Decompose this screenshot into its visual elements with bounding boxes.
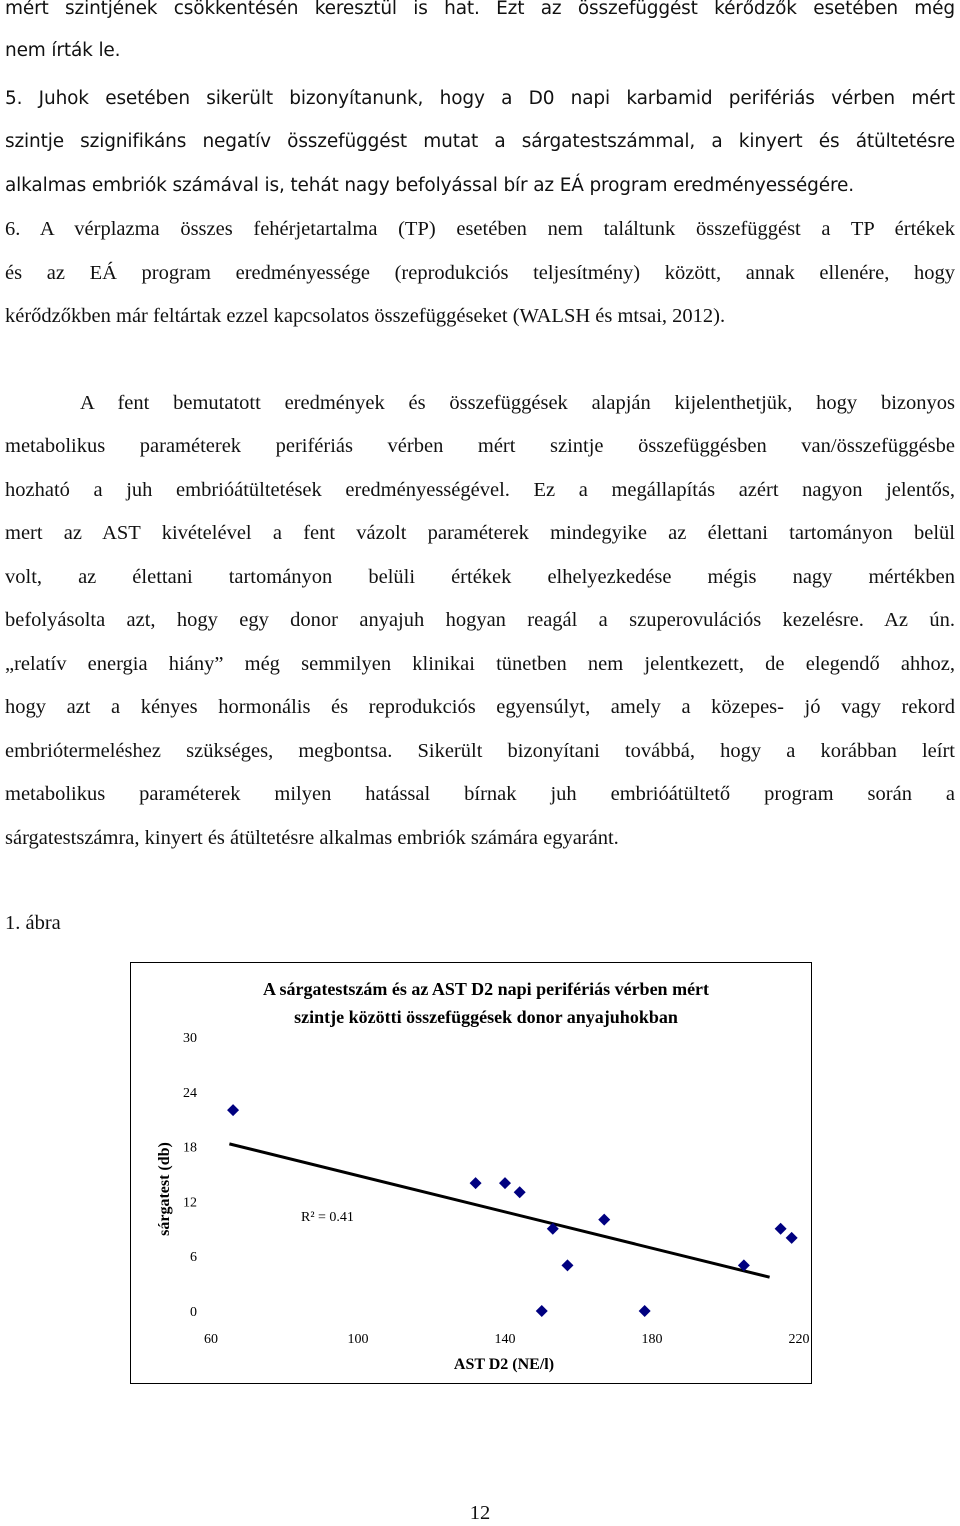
- x-tick-180: 180: [641, 1332, 663, 1347]
- figure-label: 1. ábra: [5, 912, 61, 934]
- data-point-11: [775, 1223, 787, 1235]
- data-point-1: [227, 1104, 239, 1116]
- summary-line-8: hogy azt a kényes hormonális és reprodukciós egyensúlyt, amely a közepes- jó vagy rekord: [5, 696, 955, 718]
- y-tick-12: 12: [183, 1195, 197, 1211]
- chart-title-line-2: szintje közötti összefüggések donor anyajuhokban: [294, 1007, 678, 1027]
- conclusion-5-line-1: 5. Juhok esetében sikerült bizonyítanunk, hogy a D0 napi karbamid perifériás vérben mért: [5, 88, 955, 109]
- summary-line-3: hozható a juh embrióátültetések eredményességével. Ez a megállapítás azért nagyon jelentős,: [5, 479, 955, 501]
- data-point-3: [499, 1177, 511, 1189]
- summary-line-5: volt, az élettani tartományon belüli értékek elhelyezkedése mégis nagy mértékben: [5, 566, 955, 588]
- r-squared-annotation: R² = 0.41: [301, 1210, 354, 1225]
- page-number: 12: [469, 1502, 491, 1524]
- summary-line-1: A fent bemutatott eredmények és összefüggések alapján kijelenthetjük, hogy bizonyos: [80, 392, 955, 414]
- summary-line-6: befolyásolta azt, hogy egy donor anyajuh hogyan reagál a szuperovulációs kezelésre. Az ún.: [5, 609, 955, 631]
- data-point-7: [561, 1259, 573, 1271]
- x-tick-60: 60: [204, 1332, 218, 1347]
- summary-line-4: mert az AST kivételével a fent vázolt paraméterek mindegyike az élettani tartományon belül: [5, 522, 955, 544]
- x-tick-220: 220: [788, 1332, 810, 1347]
- data-point-9: [639, 1305, 651, 1317]
- y-tick-6: 6: [190, 1250, 197, 1266]
- summary-line-11: sárgatestszámra, kinyert és átültetésre alkalmas embriók számára egyaránt.: [5, 827, 619, 849]
- y-axis-label: sárgatest (db): [156, 1142, 173, 1236]
- conclusion-5-line-3: alkalmas embriók számával is, tehát nagy befolyással bír az EÁ program eredményességére.: [5, 175, 854, 196]
- x-tick-labels: [204, 1332, 810, 1347]
- y-tick-0: 0: [190, 1305, 197, 1320]
- x-tick-140: 140: [494, 1332, 516, 1347]
- conclusion-6-line-3: kérődzőkben már feltártak ezzel kapcsolatos összefüggéseket (WALSH és mtsai, 2012).: [5, 305, 726, 327]
- summary-line-9: embriótermeléshez szükséges, megbontsa. Sikerült bizonyítani továbbá, hogy a korábban leírt: [5, 740, 955, 762]
- x-axis-label: AST D2 (NE/l): [453, 1356, 555, 1373]
- data-point-4: [514, 1186, 526, 1198]
- y-tick-18: 18: [183, 1140, 197, 1156]
- data-point-12: [786, 1232, 798, 1244]
- summary-line-7: „relatív energia hiány” még semmilyen klinikai tünetben nem jelentkezett, de elegendő ahhoz,: [5, 653, 955, 675]
- y-tick-labels: [183, 1031, 197, 1320]
- body-line-2: nem írták le.: [5, 40, 121, 61]
- y-tick-30: 30: [183, 1031, 197, 1046]
- y-tick-24: 24: [183, 1085, 197, 1101]
- chart-title-line-1: A sárgatestszám és az AST D2 napi perifériás vérben mért: [262, 979, 710, 999]
- conclusion-5-line-2: szintje szignifikáns negatív összefüggést mutat a sárgatestszámmal, a kinyert és átültetésre: [5, 131, 955, 152]
- scatter-chart: [130, 962, 812, 1384]
- summary-line-10: metabolikus paraméterek milyen hatással bírnak juh embrióátültető program során a: [5, 783, 955, 805]
- data-point-5: [536, 1305, 548, 1317]
- x-tick-100: 100: [347, 1332, 369, 1347]
- summary-line-2: metabolikus paraméterek perifériás vérben mért szintje összefüggésben van/összefüggésbe: [5, 435, 955, 457]
- conclusion-6-line-2: és az EÁ program eredményessége (reprodukciós teljesítmény) között, annak ellenére, hogy: [5, 262, 955, 284]
- data-point-2: [470, 1177, 482, 1189]
- chart-canvas: [131, 963, 811, 1383]
- conclusion-6-line-1: 6. A vérplazma összes fehérjetartalma (TP) esetében nem találtunk összefüggést a TP értékek: [5, 218, 955, 240]
- body-line-1: mért szintjének csökkentésén keresztül is hat. Ezt az összefüggést kérődzők esetében még: [5, 0, 955, 19]
- data-point-8: [598, 1214, 610, 1226]
